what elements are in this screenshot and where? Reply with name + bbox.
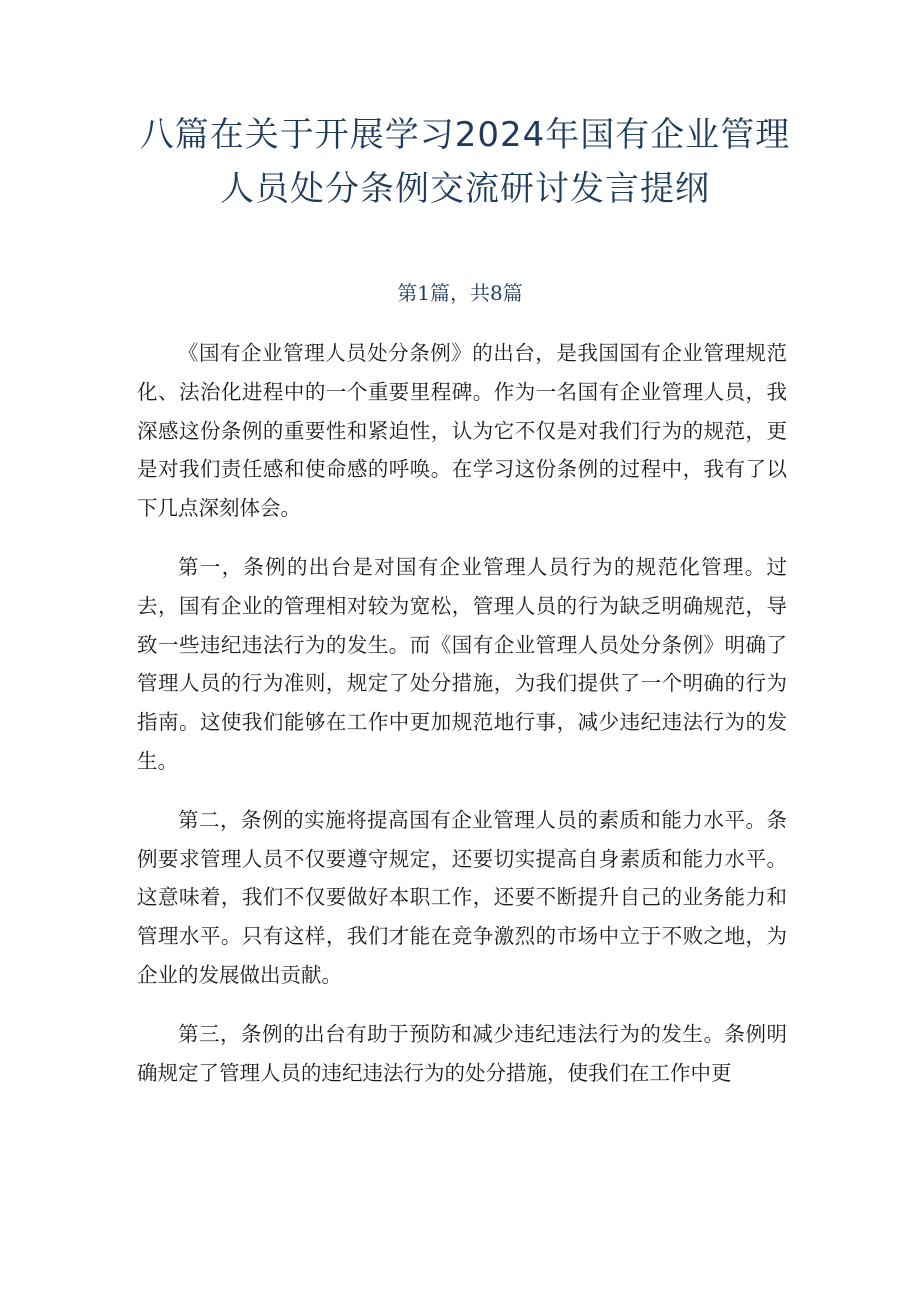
title-line-2: 人员处分条例交流研讨发言提纲 bbox=[220, 169, 710, 209]
paragraph-intro: 《国有企业管理人员处分条例》的出台，是我国国有企业管理规范化、法治化进程中的一个重要里程碑。作为一名国有企业管理人员，我深感这份条例的重要性和紧迫性，认为它不仅是对我们行为的规范，更是对我们责任感和使命感的呼唤。在学习这份条例的过程中，我有了以下几点深刻体会。 bbox=[137, 341, 787, 521]
section-heading: 第1篇，共8篇 bbox=[397, 281, 523, 305]
paragraph-third-point: 第三，条例的出台有助于预防和减少违纪违法行为的发生。条例明确规定了管理人员的违纪违法行为的处分措施，使我们在工作中更 bbox=[137, 1021, 787, 1085]
paragraph-second-point: 第二，条例的实施将提高国有企业管理人员的素质和能力水平。条例要求管理人员不仅要遵守规定，还要切实提高自身素质和能力水平。这意味着，我们不仅要做好本职工作，还要不断提升自己的业务能力和管理水平。只有这样，我们才能在竞争激烈的市场中立于不败之地，为企业的发展做出贡献。 bbox=[137, 807, 787, 987]
document-title bbox=[80, 108, 850, 216]
document-body bbox=[137, 334, 787, 1112]
paragraph-first-point: 第一，条例的出台是对国有企业管理人员行为的规范化管理。过去，国有企业的管理相对较为宽松，管理人员的行为缺乏明确规范，导致一些违纪违法行为的发生。而《国有企业管理人员处分条例》明确了管理人员的行为准则，规定了处分措施，为我们提供了一个明确的行为指南。这使我们能够在工作中更加规范地行事，减少违纪违法行为的发生。 bbox=[137, 554, 787, 773]
title-line-1: 八篇在关于开展学习2024年国有企业管理 bbox=[139, 115, 791, 155]
